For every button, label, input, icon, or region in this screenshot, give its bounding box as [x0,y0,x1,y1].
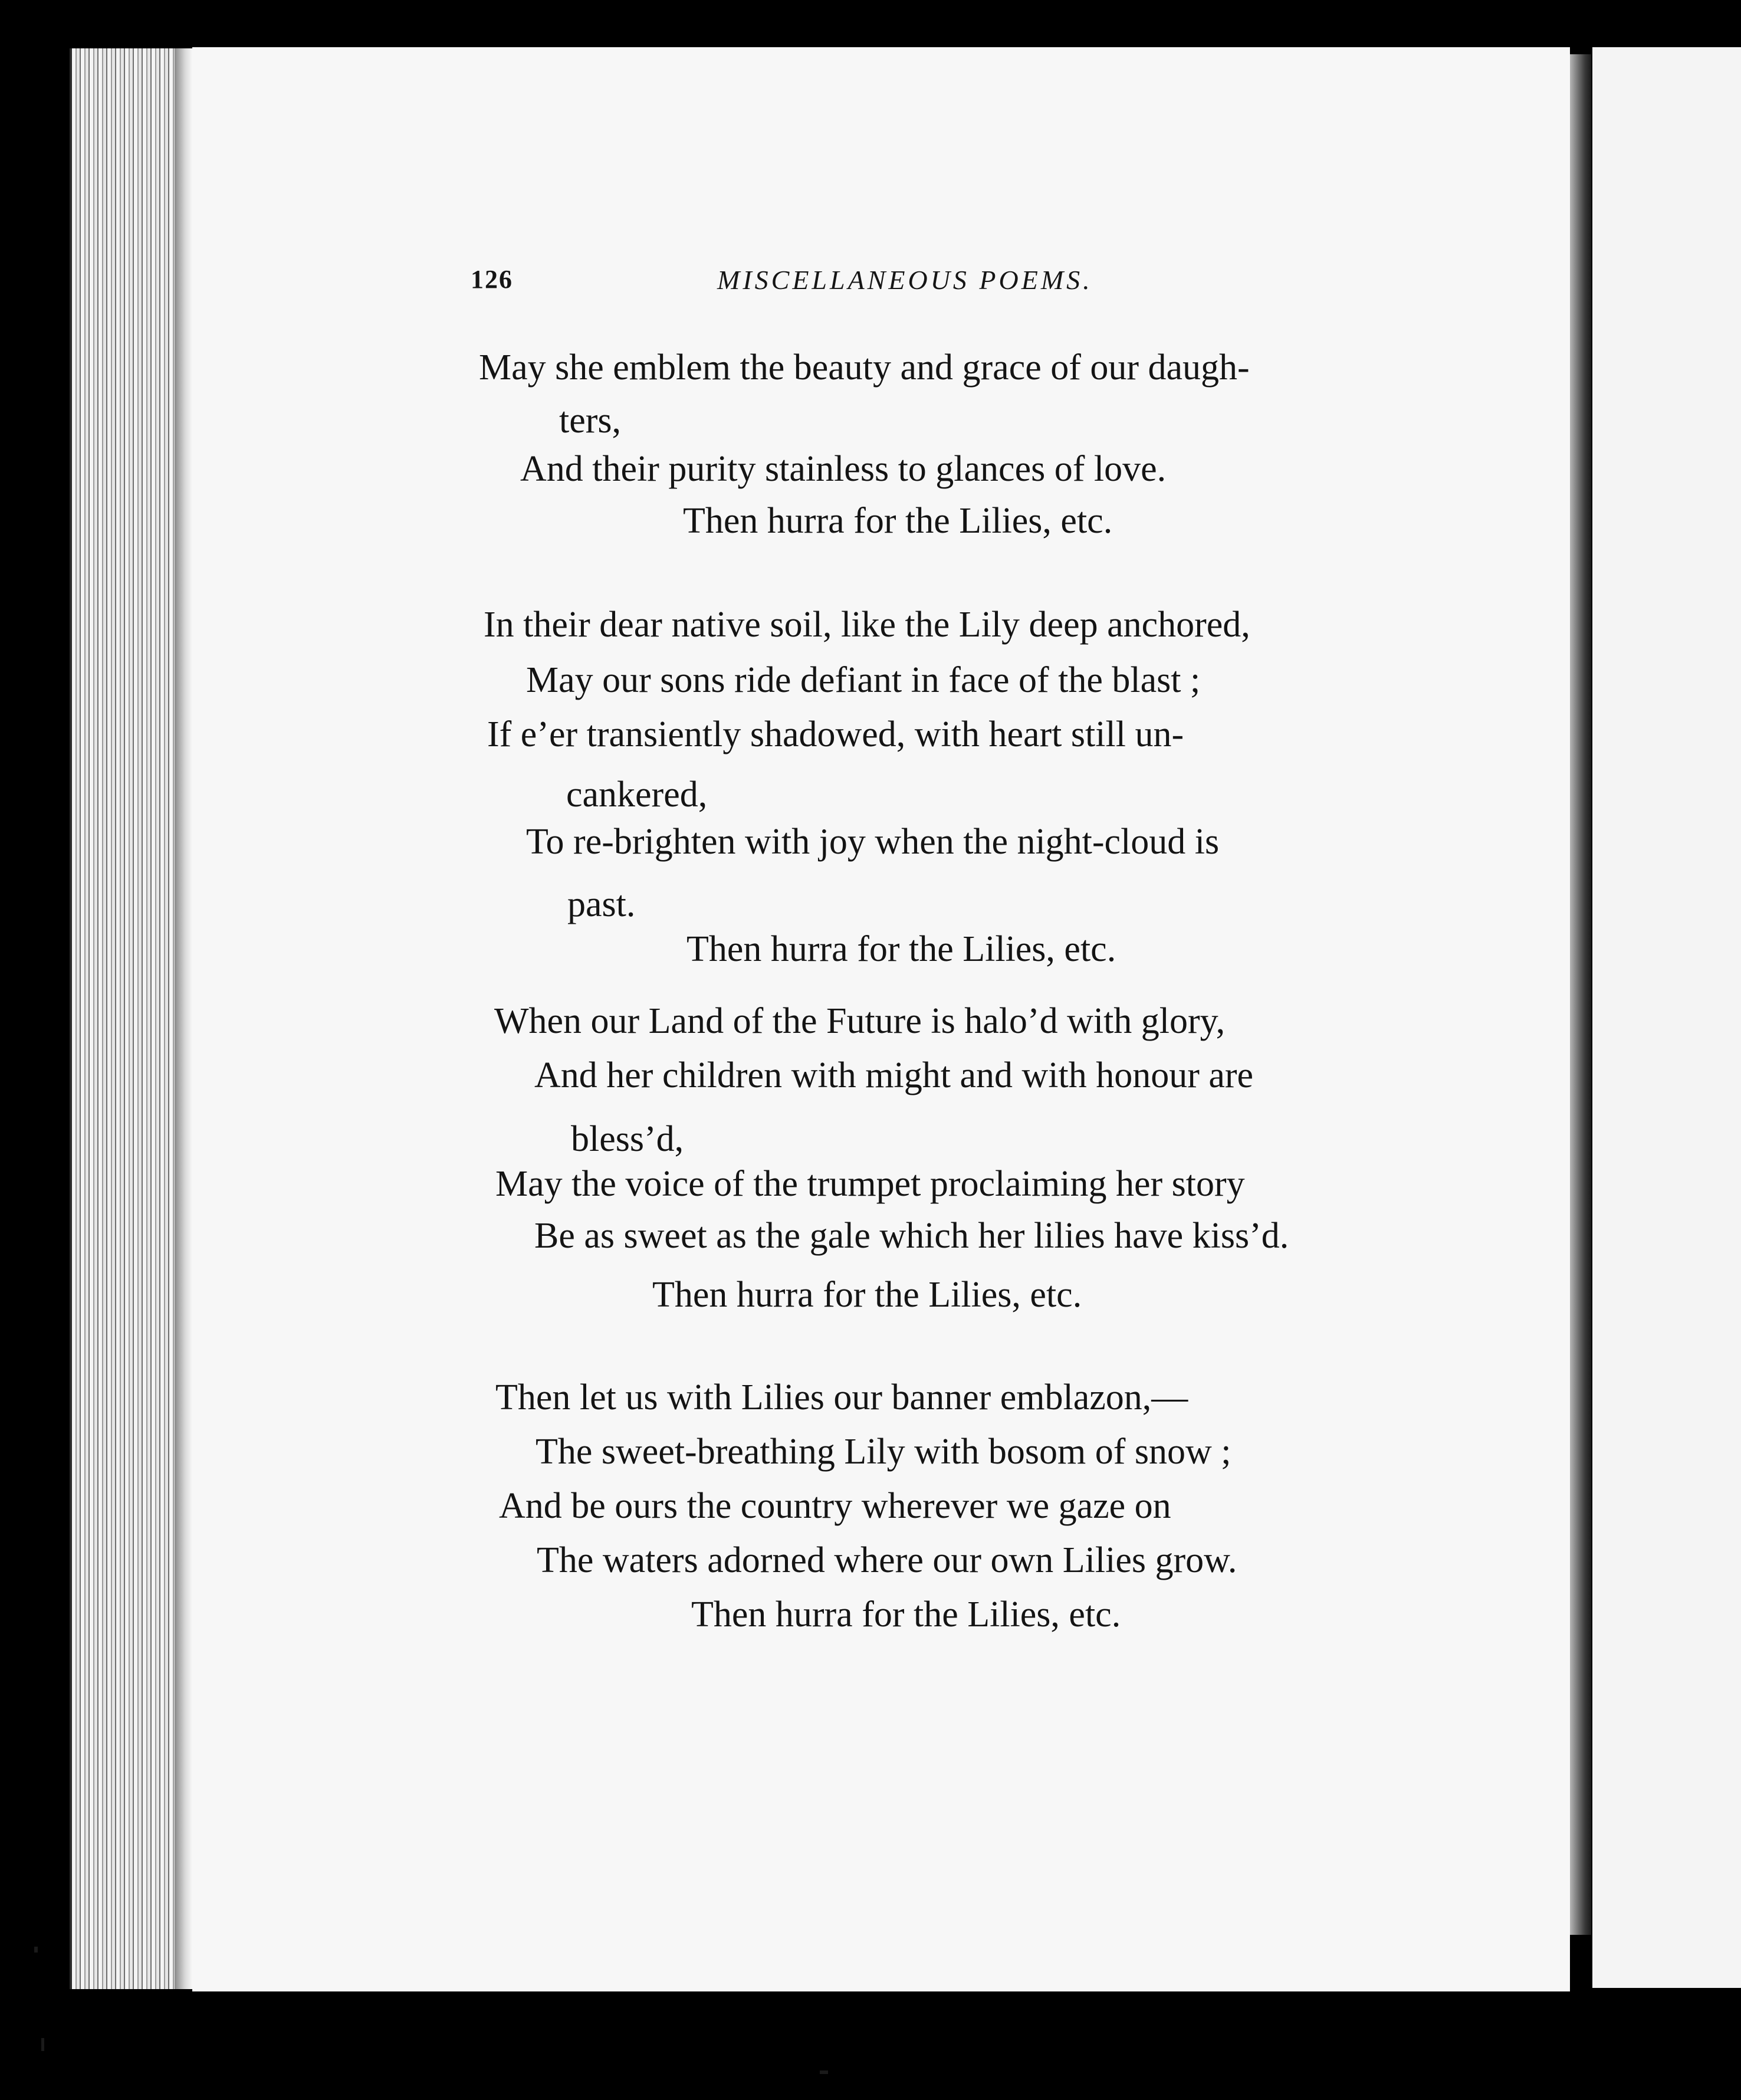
poem-line: May the voice of the trumpet proclaiming her story [495,1164,1245,1204]
gutter-shadow [175,48,192,1989]
scan-speck [820,2071,828,2074]
binding-edge [1570,54,1591,1935]
poem-line: Then hurra for the Lilies, etc. [686,929,1116,969]
poem-line: Then hurra for the Lilies, etc. [691,1594,1121,1635]
scan-speck [41,2038,44,2051]
poem-line: ters, [559,401,622,441]
poem-line: The sweet-breathing Lily with bosom of snow ; [536,1432,1231,1472]
scan-speck [34,1947,38,1953]
poem-line: Then let us with Lilies our banner emblazon,— [495,1377,1188,1418]
poem-line: Then hurra for the Lilies, etc. [652,1275,1082,1315]
page-number: 126 [471,265,513,294]
poem-line: past. [567,884,636,924]
poem-line: If e’er transiently shadowed, with heart still un- [487,714,1184,754]
poem-line: Be as sweet as the gale which her lilies have kiss’d. [534,1216,1289,1256]
poem-line: Then hurra for the Lilies, etc. [683,501,1113,541]
poem-line: May our sons ride defiant in face of the blast ; [526,660,1201,700]
poem-line: And her children with might and with honour are [534,1055,1254,1095]
poem-line: And be ours the country wherever we gaze on [499,1486,1171,1526]
poem-line: When our Land of the Future is halo’d with glory, [494,1001,1226,1041]
poem-line: cankered, [566,775,708,815]
poem-line: bless’d, [571,1119,684,1159]
poem-line: May she emblem the beauty and grace of our daugh- [479,347,1250,388]
poem-line: The waters adorned where our own Lilies grow. [537,1540,1237,1580]
facing-page [1592,47,1741,1988]
running-head [471,264,1178,311]
running-title: MISCELLANEOUS POEMS. [717,265,1093,295]
poem-line: And their purity stainless to glances of love. [520,449,1167,489]
poem-line: In their dear native soil, like the Lily deep anchored, [484,605,1250,645]
poem-line: To re-brighten with joy when the night-cloud is [526,822,1220,862]
